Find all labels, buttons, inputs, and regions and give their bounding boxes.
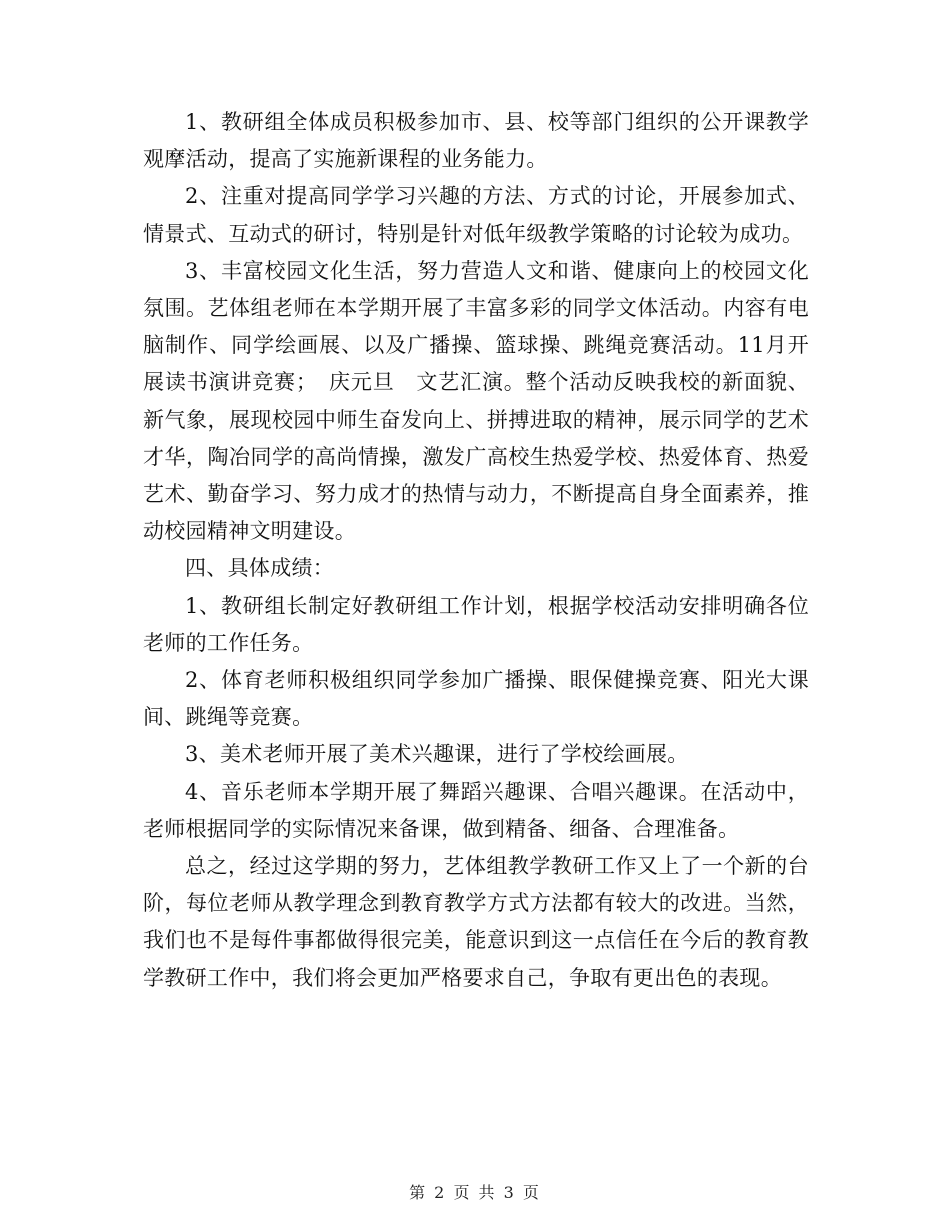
document-body bbox=[143, 104, 809, 997]
paragraph-achievement-3: 3、丰富校园文化生活，努力营造人文和谐、健康向上的校园文化氛围。艺体组老师在本学期开展了丰富多彩的同学文体活动。内容有电脑制作、同学绘画展、以及广播操、篮球操、跳绳竞赛活动。11月开展读书演讲竞赛； 庆元旦 文艺汇演。整个活动反映我校的新面貌、新气象，展现校园中师生奋发向上、拼搏进取的精神，展示同学的艺术才华，陶冶同学的高尚情操，激发广高校生热爱学校、热爱体育、热爱艺术、勤奋学习、努力成才的热情与动力，不断提高自身全面素养，推动校园精神文明建设。 bbox=[143, 258, 809, 544]
section-heading-results: 四、具体成绩： bbox=[185, 556, 335, 581]
paragraph-result-4: 4、音乐老师本学期开展了舞蹈兴趣课、合唱兴趣课。在活动中，老师根据同学的实际情况来备课，做到精备、细备、合理准备。 bbox=[143, 779, 809, 841]
paragraph-summary: 总之，经过这学期的努力，艺体组教学教研工作又上了一个新的台阶，每位老师从教学理念到教育教学方式方法都有较大的改进。当然，我们也不是每件事都做得很完美，能意识到这一点信任在今后的教育教学教研工作中，我们将会更加严格要求自己，争取有更出色的表现。 bbox=[143, 854, 809, 990]
paragraph-achievement-1: 1、教研组全体成员积极参加市、县、校等部门组织的公开课教学观摩活动，提高了实施新课程的业务能力。 bbox=[143, 110, 809, 172]
paragraph-result-2: 2、体育老师积极组织同学参加广播操、眼保健操竞赛、阳光大课间、跳绳等竞赛。 bbox=[143, 668, 809, 730]
paragraph-result-1: 1、教研组长制定好教研组工作计划，根据学校活动安排明确各位老师的工作任务。 bbox=[143, 593, 809, 655]
paragraph-result-3: 3、美术老师开展了美术兴趣课，进行了学校绘画展。 bbox=[185, 742, 689, 767]
page-number-footer: 第 2 页 共 3 页 bbox=[409, 1183, 541, 1202]
paragraph-achievement-2: 2、注重对提高同学学习兴趣的方法、方式的讨论，开展参加式、情景式、互动式的研讨，特别是针对低年级教学策略的讨论较为成功。 bbox=[143, 184, 809, 246]
